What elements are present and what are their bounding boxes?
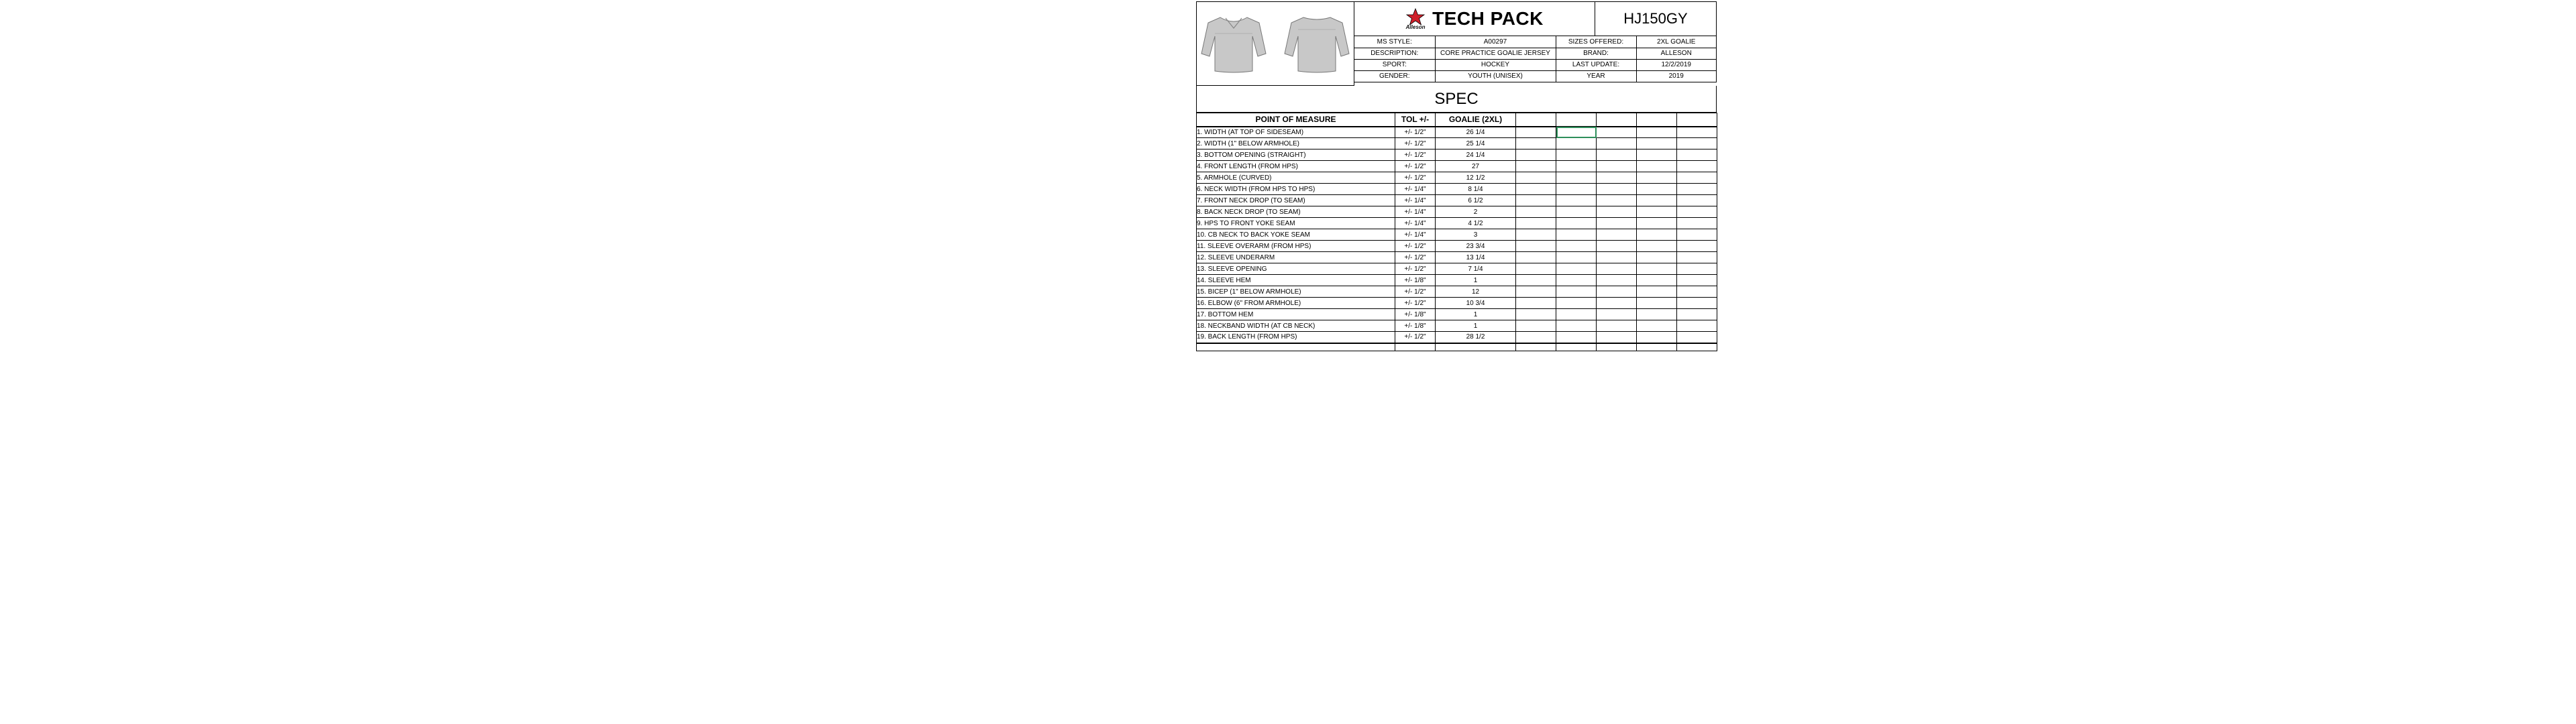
point-of-measure-cell[interactable]: 7. FRONT NECK DROP (TO SEAM) (1197, 195, 1395, 206)
spec-row (1197, 149, 1717, 161)
goalie-2xl-cell[interactable]: 23 3/4 (1436, 241, 1516, 252)
spec-row (1197, 206, 1717, 218)
brand-logo-text: Alleson (1405, 23, 1426, 30)
empty-cell[interactable] (1677, 309, 1717, 320)
front-jersey-image (1200, 13, 1267, 74)
goalie-2xl-cell[interactable]: 10 3/4 (1436, 298, 1516, 309)
empty-cell[interactable] (1516, 172, 1556, 184)
goalie-2xl-cell[interactable]: 3 (1436, 229, 1516, 241)
empty-cell[interactable] (1556, 343, 1597, 351)
empty-cell[interactable] (1637, 138, 1677, 149)
goalie-2xl-cell[interactable]: 25 1/4 (1436, 138, 1516, 149)
empty-cell[interactable] (1637, 172, 1677, 184)
column-header[interactable] (1516, 113, 1556, 127)
tolerance-cell[interactable]: +/- 1/2" (1395, 161, 1436, 172)
empty-cell[interactable] (1597, 286, 1637, 298)
point-of-measure-cell[interactable]: 2. WIDTH (1" BELOW ARMHOLE) (1197, 138, 1395, 149)
tolerance-cell[interactable]: +/- 1/4" (1395, 195, 1436, 206)
empty-cell[interactable] (1597, 343, 1637, 351)
title-row (1354, 1, 1717, 36)
empty-cell[interactable] (1556, 298, 1597, 309)
point-of-measure-cell[interactable]: 8. BACK NECK DROP (TO SEAM) (1197, 206, 1395, 218)
column-header[interactable] (1637, 113, 1677, 127)
goalie-2xl-cell[interactable]: 7 1/4 (1436, 263, 1516, 275)
empty-cell[interactable] (1556, 252, 1597, 263)
tolerance-cell[interactable]: +/- 1/2" (1395, 263, 1436, 275)
empty-cell[interactable] (1597, 218, 1637, 229)
tolerance-cell[interactable]: +/- 1/2" (1395, 332, 1436, 343)
spec-header-row (1197, 113, 1717, 127)
info-row (1354, 70, 1717, 82)
empty-cell[interactable] (1637, 241, 1677, 252)
empty-cell[interactable] (1637, 343, 1677, 351)
spec-row (1197, 195, 1717, 206)
empty-cell[interactable] (1516, 298, 1556, 309)
tolerance-cell[interactable]: +/- 1/2" (1395, 241, 1436, 252)
empty-cell[interactable] (1637, 161, 1677, 172)
tolerance-cell[interactable]: +/- 1/4" (1395, 184, 1436, 195)
goalie-2xl-cell[interactable]: 1 (1436, 275, 1516, 286)
empty-cell[interactable] (1597, 184, 1637, 195)
spec-row (1197, 241, 1717, 252)
point-of-measure-cell[interactable]: 13. SLEEVE OPENING (1197, 263, 1395, 275)
info-label[interactable]: MS STYLE: (1354, 36, 1435, 48)
spec-row (1197, 320, 1717, 332)
spec-table (1196, 113, 1717, 351)
empty-cell[interactable] (1556, 184, 1597, 195)
point-of-measure-cell[interactable]: 14. SLEEVE HEM (1197, 275, 1395, 286)
empty-cell[interactable] (1597, 161, 1637, 172)
empty-cell[interactable] (1597, 241, 1637, 252)
point-of-measure-cell[interactable]: 6. NECK WIDTH (FROM HPS TO HPS) (1197, 184, 1395, 195)
empty-cell[interactable] (1556, 309, 1597, 320)
point-of-measure-cell[interactable]: 10. CB NECK TO BACK YOKE SEAM (1197, 229, 1395, 241)
tolerance-cell[interactable]: +/- 1/2" (1395, 149, 1436, 161)
empty-cell[interactable] (1597, 172, 1637, 184)
empty-cell[interactable] (1597, 138, 1637, 149)
empty-cell[interactable] (1516, 343, 1556, 351)
empty-cell[interactable] (1597, 332, 1637, 343)
empty-cell[interactable] (1677, 172, 1717, 184)
goalie-2xl-cell[interactable]: 2 (1436, 206, 1516, 218)
tolerance-cell[interactable]: +/- 1/8" (1395, 275, 1436, 286)
spec-row (1197, 275, 1717, 286)
empty-cell[interactable] (1516, 263, 1556, 275)
info-label[interactable]: DESCRIPTION: (1354, 48, 1435, 59)
column-header[interactable] (1677, 113, 1717, 127)
spec-row (1197, 252, 1717, 263)
point-of-measure-cell[interactable]: 12. SLEEVE UNDERARM (1197, 252, 1395, 263)
header-info (1354, 1, 1717, 86)
empty-cell[interactable] (1516, 195, 1556, 206)
spec-row (1197, 332, 1717, 343)
goalie-2xl-cell[interactable]: 13 1/4 (1436, 252, 1516, 263)
goalie-2xl-cell[interactable]: 1 (1436, 309, 1516, 320)
info-value[interactable]: 12/2/2019 (1636, 59, 1717, 70)
spec-row (1197, 161, 1717, 172)
point-of-measure-cell[interactable]: 17. BOTTOM HEM (1197, 309, 1395, 320)
spec-row (1197, 138, 1717, 149)
info-label[interactable]: LAST UPDATE: (1556, 59, 1636, 70)
empty-cell[interactable] (1516, 127, 1556, 138)
empty-cell[interactable] (1556, 286, 1597, 298)
empty-cell[interactable] (1677, 286, 1717, 298)
goalie-2xl-cell[interactable]: 24 1/4 (1436, 149, 1516, 161)
empty-cell[interactable] (1556, 195, 1597, 206)
point-of-measure-cell[interactable]: 1. WIDTH (AT TOP OF SIDESEAM) (1197, 127, 1395, 138)
empty-cell[interactable] (1677, 343, 1717, 351)
empty-cell[interactable] (1677, 241, 1717, 252)
empty-cell[interactable] (1516, 184, 1556, 195)
empty-cell[interactable] (1556, 275, 1597, 286)
empty-cell[interactable] (1516, 161, 1556, 172)
point-of-measure-cell[interactable]: 3. BOTTOM OPENING (STRAIGHT) (1197, 149, 1395, 161)
goalie-2xl-cell[interactable]: 12 1/2 (1436, 172, 1516, 184)
info-value[interactable]: 2XL GOALIE (1636, 36, 1717, 48)
info-table (1354, 36, 1717, 82)
info-value[interactable]: ALLESON (1636, 48, 1717, 59)
empty-cell[interactable] (1516, 320, 1556, 332)
empty-cell[interactable] (1637, 263, 1677, 275)
empty-cell[interactable] (1677, 252, 1717, 263)
empty-cell[interactable] (1516, 149, 1556, 161)
star-logo-icon (1405, 8, 1426, 25)
empty-cell[interactable] (1677, 138, 1717, 149)
empty-cell[interactable] (1556, 218, 1597, 229)
info-value[interactable]: YOUTH (UNISEX) (1435, 70, 1556, 82)
point-of-measure-cell[interactable]: 4. FRONT LENGTH (FROM HPS) (1197, 161, 1395, 172)
empty-cell[interactable] (1597, 275, 1637, 286)
goalie-2xl-cell[interactable]: 8 1/4 (1436, 184, 1516, 195)
empty-cell[interactable] (1516, 286, 1556, 298)
spec-title: SPEC (1196, 86, 1717, 113)
title-cell (1354, 1, 1595, 36)
empty-cell[interactable] (1677, 127, 1717, 138)
spec-row (1197, 298, 1717, 309)
spec-row (1197, 127, 1717, 138)
spec-row (1197, 172, 1717, 184)
empty-cell[interactable] (1516, 332, 1556, 343)
jersey-images-cell (1196, 1, 1354, 86)
tolerance-cell[interactable]: +/- 1/2" (1395, 172, 1436, 184)
spec-row (1197, 309, 1717, 320)
empty-cell[interactable] (1556, 138, 1597, 149)
point-of-measure-cell[interactable]: 15. BICEP (1" BELOW ARMHOLE) (1197, 286, 1395, 298)
empty-cell[interactable] (1637, 320, 1677, 332)
info-row (1354, 48, 1717, 59)
tech-pack-sheet (1196, 1, 1717, 349)
empty-cell[interactable] (1597, 206, 1637, 218)
goalie-2xl-cell[interactable]: 6 1/2 (1436, 195, 1516, 206)
point-of-measure-cell[interactable]: 19. BACK LENGTH (FROM HPS) (1197, 332, 1395, 343)
empty-cell[interactable] (1637, 229, 1677, 241)
tolerance-cell[interactable]: +/- 1/2" (1395, 286, 1436, 298)
info-row (1354, 59, 1717, 70)
empty-cell[interactable] (1677, 206, 1717, 218)
empty-cell[interactable] (1516, 138, 1556, 149)
empty-cell[interactable] (1637, 275, 1677, 286)
empty-cell[interactable] (1556, 263, 1597, 275)
style-code: HJ150GY (1595, 1, 1717, 36)
info-value[interactable]: CORE PRACTICE GOALIE JERSEY (1435, 48, 1556, 59)
empty-cell[interactable] (1556, 332, 1597, 343)
goalie-2xl-cell[interactable]: 27 (1436, 161, 1516, 172)
point-of-measure-cell[interactable]: 16. ELBOW (6" FROM ARMHOLE) (1197, 298, 1395, 309)
empty-cell[interactable] (1516, 218, 1556, 229)
empty-cell[interactable] (1516, 309, 1556, 320)
empty-cell[interactable] (1597, 252, 1637, 263)
point-of-measure-cell[interactable]: 5. ARMHOLE (CURVED) (1197, 172, 1395, 184)
spec-row (1197, 229, 1717, 241)
empty-cell[interactable] (1597, 149, 1637, 161)
empty-cell[interactable] (1556, 320, 1597, 332)
empty-cell[interactable] (1556, 241, 1597, 252)
info-value[interactable]: A00297 (1435, 36, 1556, 48)
empty-cell[interactable] (1637, 298, 1677, 309)
goalie-2xl-cell[interactable]: 26 1/4 (1436, 127, 1516, 138)
point-of-measure-cell[interactable]: 18. NECKBAND WIDTH (AT CB NECK) (1197, 320, 1395, 332)
tolerance-cell[interactable]: +/- 1/8" (1395, 309, 1436, 320)
blank-row (1197, 343, 1717, 351)
empty-cell[interactable] (1677, 184, 1717, 195)
empty-cell[interactable] (1597, 195, 1637, 206)
empty-cell[interactable] (1677, 298, 1717, 309)
spec-row (1197, 263, 1717, 275)
empty-cell[interactable] (1637, 127, 1677, 138)
tolerance-cell[interactable]: +/- 1/4" (1395, 206, 1436, 218)
empty-cell[interactable] (1677, 218, 1717, 229)
info-value[interactable]: 2019 (1636, 70, 1717, 82)
column-header[interactable] (1556, 113, 1597, 127)
back-jersey-image (1283, 13, 1350, 74)
empty-cell[interactable] (1556, 206, 1597, 218)
empty-cell[interactable] (1637, 252, 1677, 263)
empty-cell[interactable] (1516, 241, 1556, 252)
empty-cell[interactable] (1556, 161, 1597, 172)
empty-cell[interactable] (1637, 332, 1677, 343)
empty-cell[interactable] (1436, 343, 1516, 351)
point-of-measure-cell[interactable]: 9. HPS TO FRONT YOKE SEAM (1197, 218, 1395, 229)
goalie-2xl-cell[interactable]: 4 1/2 (1436, 218, 1516, 229)
tolerance-cell[interactable]: +/- 1/8" (1395, 320, 1436, 332)
spec-row (1197, 184, 1717, 195)
empty-cell[interactable] (1677, 229, 1717, 241)
goalie-2xl-cell[interactable]: 12 (1436, 286, 1516, 298)
tolerance-cell[interactable]: +/- 1/2" (1395, 127, 1436, 138)
info-label[interactable]: GENDER: (1354, 70, 1435, 82)
brand-logo (1405, 8, 1426, 30)
tolerance-cell[interactable]: +/- 1/4" (1395, 218, 1436, 229)
spec-row (1197, 286, 1717, 298)
empty-cell[interactable] (1516, 275, 1556, 286)
info-label[interactable]: SPORT: (1354, 59, 1435, 70)
empty-cell[interactable] (1637, 286, 1677, 298)
info-label[interactable]: BRAND: (1556, 48, 1636, 59)
column-header[interactable]: POINT OF MEASURE (1197, 113, 1395, 127)
empty-cell[interactable] (1677, 149, 1717, 161)
empty-cell[interactable] (1677, 332, 1717, 343)
point-of-measure-cell[interactable]: 11. SLEEVE OVERARM (FROM HPS) (1197, 241, 1395, 252)
empty-cell[interactable] (1556, 172, 1597, 184)
empty-cell[interactable] (1637, 206, 1677, 218)
empty-cell[interactable] (1637, 309, 1677, 320)
tolerance-cell[interactable]: +/- 1/4" (1395, 229, 1436, 241)
page-title: TECH PACK (1432, 8, 1544, 29)
empty-cell[interactable] (1197, 343, 1395, 351)
column-header[interactable] (1597, 113, 1637, 127)
empty-cell[interactable] (1637, 195, 1677, 206)
column-header[interactable]: GOALIE (2XL) (1436, 113, 1516, 127)
empty-cell[interactable] (1677, 195, 1717, 206)
header-row (1196, 1, 1717, 86)
empty-cell[interactable] (1597, 320, 1637, 332)
goalie-2xl-cell[interactable]: 1 (1436, 320, 1516, 332)
empty-cell[interactable] (1597, 263, 1637, 275)
empty-cell[interactable] (1597, 309, 1637, 320)
empty-cell[interactable] (1597, 127, 1637, 138)
empty-cell[interactable] (1677, 275, 1717, 286)
empty-cell[interactable] (1556, 149, 1597, 161)
empty-cell[interactable] (1677, 263, 1717, 275)
empty-cell[interactable] (1597, 298, 1637, 309)
tolerance-cell[interactable]: +/- 1/2" (1395, 252, 1436, 263)
info-value[interactable]: HOCKEY (1435, 59, 1556, 70)
empty-cell[interactable] (1395, 343, 1436, 351)
tolerance-cell[interactable]: +/- 1/2" (1395, 298, 1436, 309)
spec-row (1197, 218, 1717, 229)
column-header[interactable]: TOL +/- (1395, 113, 1436, 127)
empty-cell[interactable] (1677, 320, 1717, 332)
tolerance-cell[interactable]: +/- 1/2" (1395, 138, 1436, 149)
empty-cell[interactable] (1637, 149, 1677, 161)
empty-cell[interactable] (1556, 229, 1597, 241)
info-label[interactable]: YEAR (1556, 70, 1636, 82)
empty-cell[interactable] (1516, 206, 1556, 218)
empty-cell[interactable] (1556, 127, 1597, 138)
empty-cell[interactable] (1637, 184, 1677, 195)
empty-cell[interactable] (1637, 218, 1677, 229)
goalie-2xl-cell[interactable]: 28 1/2 (1436, 332, 1516, 343)
empty-cell[interactable] (1677, 161, 1717, 172)
info-row (1354, 36, 1717, 48)
empty-cell[interactable] (1516, 229, 1556, 241)
empty-cell[interactable] (1597, 229, 1637, 241)
empty-cell[interactable] (1516, 252, 1556, 263)
info-label[interactable]: SIZES OFFERED: (1556, 36, 1636, 48)
